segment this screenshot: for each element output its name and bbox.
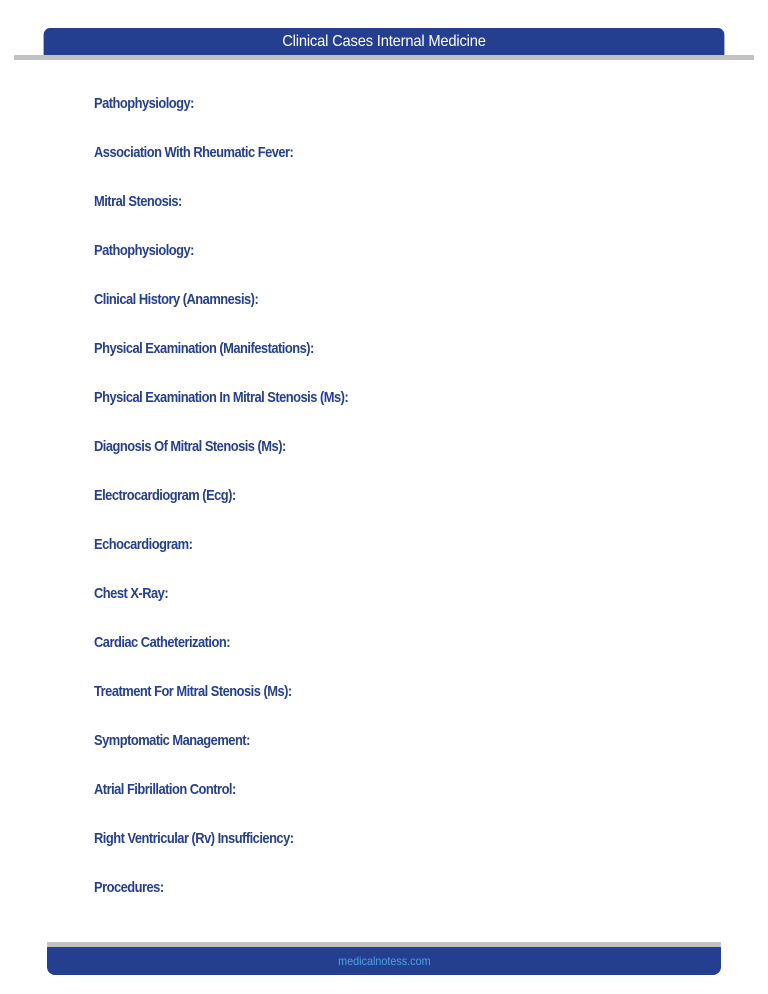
section-heading-rheumatic-fever: Association With Rheumatic Fever:	[94, 144, 294, 161]
section-heading-echocardiogram: Echocardiogram:	[94, 536, 193, 553]
section-heading-rv-insufficiency: Right Ventricular (Rv) Insufficiency:	[94, 830, 294, 847]
page-header	[14, 28, 754, 60]
footer-site-link[interactable]: medicalnotess.com	[337, 954, 431, 968]
section-heading-physical-examination: Physical Examination (Manifestations):	[94, 340, 314, 357]
section-heading-pathophysiology-2: Pathophysiology:	[94, 242, 194, 259]
header-divider	[14, 55, 754, 60]
section-heading-symptomatic-management: Symptomatic Management:	[94, 732, 250, 749]
section-heading-pathophysiology: Pathophysiology:	[94, 95, 194, 112]
section-heading-chest-xray: Chest X-Ray:	[94, 585, 169, 602]
section-heading-diagnosis-ms: Diagnosis Of Mitral Stenosis (Ms):	[94, 438, 286, 455]
header-bar	[44, 28, 725, 55]
header-title: Clinical Cases Internal Medicine	[282, 33, 486, 50]
footer-bar	[47, 947, 721, 975]
section-list	[94, 92, 390, 925]
section-heading-procedures: Procedures:	[94, 879, 164, 896]
section-heading-cardiac-catheterization: Cardiac Catheterization:	[94, 634, 231, 651]
section-heading-af-control: Atrial Fibrillation Control:	[94, 781, 236, 798]
section-heading-clinical-history: Clinical History (Anamnesis):	[94, 291, 259, 308]
section-heading-physical-exam-ms: Physical Examination In Mitral Stenosis (Ms):	[94, 389, 349, 406]
section-heading-treatment-ms: Treatment For Mitral Stenosis (Ms):	[94, 683, 292, 700]
section-heading-ecg: Electrocardiogram (Ecg):	[94, 487, 236, 504]
section-heading-mitral-stenosis: Mitral Stenosis:	[94, 193, 182, 210]
page-footer	[47, 942, 721, 975]
